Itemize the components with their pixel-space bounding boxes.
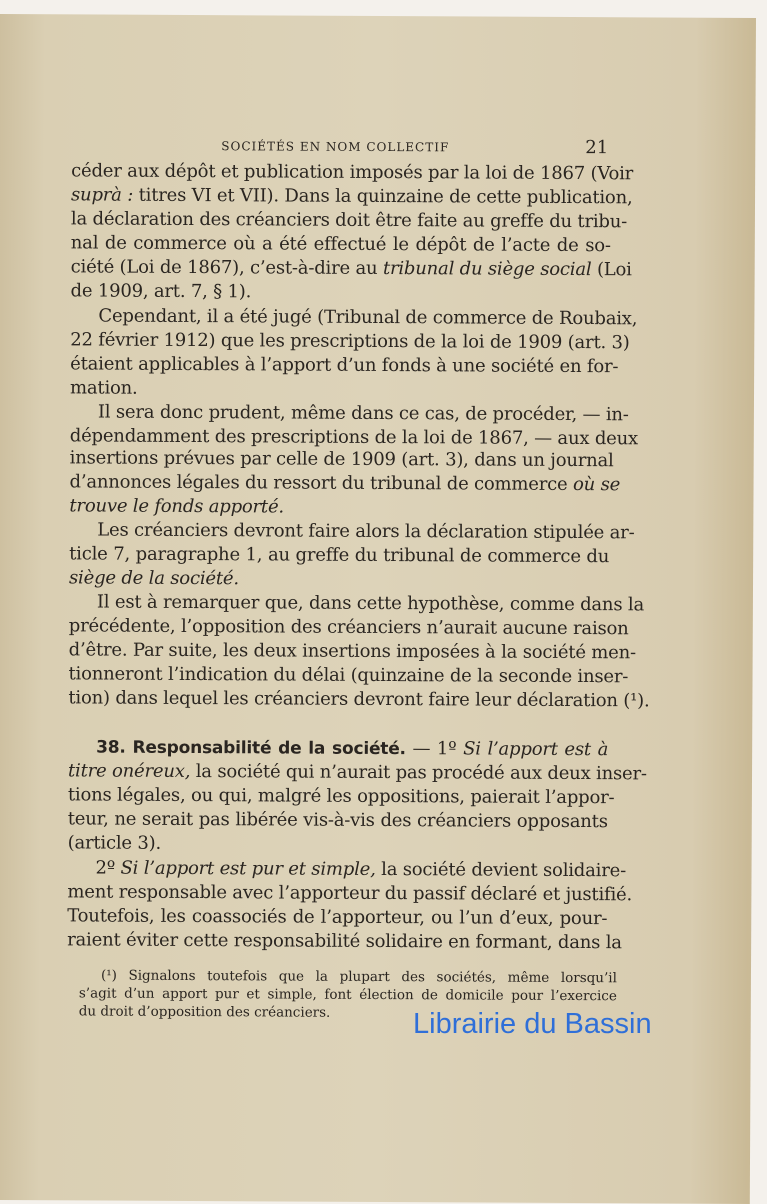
text-line [69, 591, 645, 616]
text-segment: tionneront l’indication du délai (quinzaine de la seconde inser- [68, 663, 629, 688]
text-segment: (¹) Signalons toutefois que la plupart des sociétés, même lorsqu’il [100, 967, 618, 987]
text-line [68, 736, 608, 761]
text-segment: nal de commerce où a été effectué le dépôt de l’acte de so- [70, 232, 611, 257]
italic-text: suprà : [70, 184, 134, 206]
italic-text: trouve le fonds apporté. [69, 495, 285, 518]
text-segment: du droit d’opposition des créanciers. [78, 1003, 331, 1021]
text-line [70, 377, 610, 402]
text-segment: d’être. Par suite, les deux insertions imposées à la société men- [68, 639, 636, 664]
text-segment: ciété (Loi de 1867), c’est-à-dire au [70, 256, 384, 280]
text-line [69, 567, 609, 592]
italic-text: Si l’apport est à [463, 738, 609, 761]
text-segment: Toutefois, les coassociés de l’apporteur, ou l’un d’eux, pour- [67, 905, 608, 930]
text-line [67, 857, 627, 882]
text-segment: insertions prévues par celle de 1909 (art. 3), dans un journal [69, 447, 614, 472]
text-line [70, 208, 628, 233]
text-line [71, 160, 634, 185]
text-line [70, 184, 633, 209]
text-line [70, 280, 610, 305]
text-line [68, 663, 629, 688]
text-line [69, 543, 609, 568]
italic-text: où se [572, 474, 621, 496]
text-line [67, 881, 633, 906]
text-line [70, 401, 629, 426]
watermark: Librairie du Bassin [413, 1008, 652, 1040]
text-line [67, 784, 615, 809]
text-segment: raient éviter cette responsabilité solidaire en formant, dans la [67, 929, 622, 954]
page-number: 21 [585, 137, 609, 159]
text-line [68, 687, 650, 712]
text-line [70, 353, 619, 378]
text-segment: tion) dans lequel les créanciers devront faire leur déclaration (¹). [68, 687, 650, 712]
text-line [69, 471, 621, 496]
text-segment: 22 février 1912) que les prescriptions de la loi de 1909 (art. 3) [70, 329, 630, 354]
text-line [68, 639, 636, 664]
text-segment: — 1º [405, 738, 464, 760]
italic-text: tribunal du siège social [382, 258, 592, 281]
text-line [69, 519, 635, 544]
text-line [67, 905, 607, 930]
text-line [69, 447, 614, 472]
text-line [68, 615, 629, 640]
text-segment: d’annonces légales du ressort du tribunal de commerce [69, 471, 574, 496]
text-line [69, 425, 639, 450]
text-segment: précédente, l’opposition des créanciers n’aurait aucune raison [68, 615, 629, 640]
text-segment: la déclaration des créanciers doit être faite au greffe du tribu- [70, 208, 628, 233]
section-heading: 38. Responsabilité de la société. [96, 737, 406, 760]
text-segment: s’agit d’un apport pur et simple, font élection de domicile pour l’exercice [78, 985, 617, 1005]
text-segment: Cependant, il a été jugé (Tribunal de commerce de Roubaix, [98, 305, 638, 330]
italic-text: siège de la société. [68, 567, 239, 590]
text-segment: céder aux dépôt et publication imposés par la loi de 1867 (Voir [71, 160, 634, 185]
text-line [70, 305, 638, 330]
text-segment: (Loi [591, 259, 632, 281]
text-line [69, 495, 609, 520]
text-segment: 2º [95, 857, 121, 879]
text-segment: Il est à remarquer que, dans cette hypothèse, comme dans la [96, 591, 645, 616]
text-segment: (article 3). [67, 832, 162, 854]
text-line [67, 929, 622, 954]
text-line [67, 760, 647, 785]
text-segment: mation. [69, 377, 138, 399]
text-segment: étaient applicables à l’apport d’un fonds à une société en for- [70, 353, 619, 378]
text-segment: ticle 7, paragraphe 1, au greffe du tribunal de commerce du [69, 543, 610, 568]
italic-text: titre onéreux, [67, 760, 191, 783]
text-segment: tions légales, ou qui, malgré les oppositions, paierait l’appor- [67, 784, 615, 809]
italic-text: Si l’apport est pur et simple, [120, 857, 376, 880]
text-segment: titres VI et VII). Dans la quinzaine de cette publication, [133, 184, 633, 209]
text-line [71, 232, 611, 257]
text-segment: dépendamment des prescriptions de la loi de 1867, — aux deux [69, 425, 639, 450]
text-segment: de 1909, art. 7, § 1). [70, 280, 252, 303]
text-segment: la société qui n’aurait pas procédé aux deux inser- [190, 761, 647, 785]
text-line [68, 832, 608, 857]
text-segment: la société devient solidaire- [375, 858, 627, 882]
text-line [70, 256, 632, 281]
text-segment: ment responsable avec l’apporteur du passif déclaré et justifié. [67, 881, 633, 906]
text-line [68, 808, 608, 833]
text-segment: Il sera donc prudent, même dans ce cas, de procéder, — in- [97, 401, 629, 426]
text-segment: Les créanciers devront faire alors la déclaration stipulée ar- [97, 519, 635, 544]
text-segment: teur, ne serait pas libérée vis-à-vis des créanciers opposants [67, 808, 608, 833]
running-title: SOCIÉTÉS EN NOM COLLECTIF [221, 139, 450, 155]
text-line [70, 329, 630, 354]
